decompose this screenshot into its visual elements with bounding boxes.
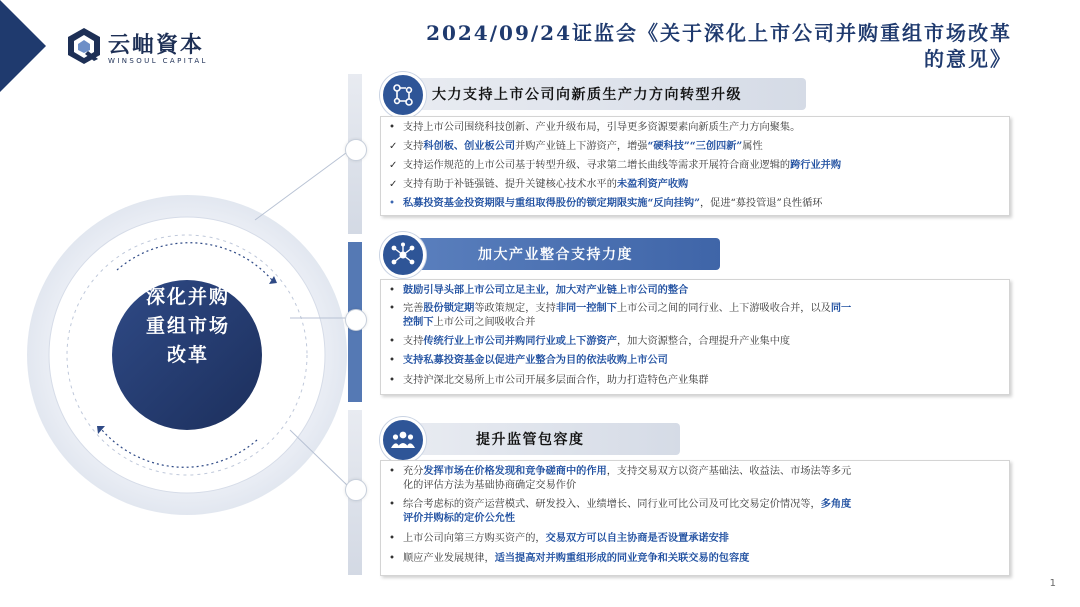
- section-2-item: [389, 374, 709, 387]
- body-text: ，支持交易双方以资产基础法、收益法、市场法等多元: [606, 466, 852, 477]
- highlight-text: 非同一控制下: [555, 302, 617, 314]
- body-text: 化的评估方法为基础协商确定交易作价: [403, 480, 577, 491]
- timeline-node-1: [345, 139, 367, 161]
- body-text: 支持上市公司围绕科技创新、产业升级布局，引导更多资源要素向新质生产力方向聚集。: [403, 122, 801, 133]
- bullet-icon: •: [389, 355, 396, 366]
- body-text: 综合考虑标的资产运营模式、研发投入、业绩增长、同行业可比公司及可比交易定价情况等，: [403, 499, 821, 510]
- body-text: 并购产业链上下游资产，增强: [515, 141, 648, 152]
- body-text: 上市公司向第三方购买资产的，: [403, 533, 546, 544]
- section-2-item: [389, 335, 790, 348]
- highlight-text: 同一: [830, 302, 852, 314]
- network-icon: [380, 232, 426, 278]
- body-text: 上市公司之间的同行业、上下游吸收合并，以及: [616, 303, 831, 314]
- highlight-text: 评价并购标的定价公允性: [403, 512, 516, 524]
- body-text: 上市公司之间吸收合并: [433, 317, 536, 328]
- body-text: 支持: [403, 141, 424, 152]
- users-icon: [380, 417, 426, 463]
- bullet-icon: •: [389, 553, 396, 564]
- logo-subtitle: WINSOUL CAPITAL: [108, 57, 208, 65]
- section-2-content: [380, 279, 1010, 395]
- check-icon: ✓: [389, 160, 398, 171]
- section-3-item: [389, 498, 851, 511]
- highlight-text: 鼓励引导头部上市公司立足主业，加大对产业链上市公司的整合: [403, 284, 689, 296]
- check-icon: ✓: [389, 179, 398, 190]
- section-3-item: [389, 465, 851, 478]
- highlight-text: 适当提高对并购重组形成的同业竞争和关联交易的包容度: [494, 552, 750, 564]
- bullet-icon: •: [389, 285, 396, 296]
- section-2-item: [389, 284, 688, 297]
- highlight-text: 私募投资基金投资期限与重组取得股份的锁定期限实施“反向挂钩”: [403, 197, 700, 209]
- highlight-text: 控制下: [403, 316, 434, 328]
- highlight-text: 未盈利资产收购: [616, 178, 689, 190]
- section-3-heading: 提升监管包容度: [476, 432, 585, 448]
- center-title-line-1: 深化并购: [145, 286, 230, 308]
- center-title-line-2: 重组市场: [145, 315, 230, 337]
- timeline-node-2: [345, 309, 367, 331]
- section-1-heading: 大力支持上市公司向新质生产力方向转型升级: [432, 87, 742, 103]
- section-1-header: [398, 78, 806, 110]
- bullet-icon: •: [389, 499, 396, 510]
- center-title-line-3: 改革: [166, 344, 209, 366]
- highlight-text: 发挥市场在价格发现和竞争磋商中的作用: [423, 465, 607, 477]
- section-2-item: [389, 354, 668, 367]
- section-3-item: [389, 532, 729, 545]
- body-text: 等政策规定，支持: [474, 303, 556, 314]
- body-text: 充分: [403, 466, 424, 477]
- bullet-icon: •: [389, 122, 396, 133]
- highlight-text: 多角度: [820, 498, 852, 510]
- highlight-text: 科创板、创业板公司: [423, 140, 516, 152]
- timeline-node-3: [345, 479, 367, 501]
- highlight-text: 股份锁定期: [423, 302, 475, 314]
- section-1-item: [389, 197, 822, 210]
- section-1-item: [389, 178, 688, 191]
- section-1-item: [389, 140, 763, 153]
- highlight-text: 交易双方可以自主协商是否设置承诺安排: [545, 532, 729, 544]
- highlight-text: 跨行业并购: [790, 159, 842, 171]
- section-1-item: [389, 121, 800, 134]
- body-text: 支持有助于补链强链、提升关键核心技术水平的: [403, 179, 617, 190]
- body-text: 顺应产业发展规律，: [403, 553, 495, 564]
- section-2-heading: 加大产业整合支持力度: [478, 247, 633, 263]
- page-title-line-2: 的意见》: [924, 47, 1012, 71]
- section-3-item: [389, 552, 749, 565]
- share-nodes-icon: [380, 72, 426, 118]
- body-text: ，加大资源整合，合理提升产业集中度: [616, 336, 791, 347]
- highlight-text: 传统行业上市公司并购同行业或上下游资产: [423, 335, 617, 347]
- bullet-icon: •: [389, 533, 396, 544]
- body-text: 支持沪深北交易所上市公司开展多层面合作，助力打造特色产业集群: [403, 375, 709, 386]
- section-2-item: [389, 302, 851, 315]
- section-1-content: [380, 116, 1010, 216]
- body-text: 完善: [403, 303, 424, 314]
- body-text: 属性: [742, 141, 763, 152]
- body-text: ，促进“募投管退”良性循环: [699, 198, 823, 209]
- section-3-item: [389, 512, 515, 525]
- section-2-header: [398, 238, 720, 270]
- page-number: 1: [1049, 578, 1056, 589]
- section-1-item: [389, 159, 841, 172]
- bullet-icon: •: [389, 466, 396, 477]
- section-3-content: [380, 460, 1010, 576]
- bullet-icon: •: [389, 198, 396, 209]
- bullet-icon: •: [389, 375, 396, 386]
- section-3-header: [398, 423, 680, 455]
- bullet-icon: •: [389, 336, 396, 347]
- highlight-text: 支持私募投资基金以促进产业整合为目的依法收购上市公司: [403, 354, 668, 366]
- bullet-icon: •: [389, 303, 396, 314]
- highlight-text: “硬科技”“三创四新”: [647, 140, 743, 152]
- body-text: 支持: [403, 336, 424, 347]
- logo-name: 云岫資本: [108, 32, 205, 58]
- section-3-item: [389, 479, 576, 492]
- page-title-line-1: 2024/09/24证监会《关于深化上市公司并购重组市场改革: [426, 21, 1012, 45]
- body-text: 支持运作规范的上市公司基于转型升级、寻求第二增长曲线等需求开展符合商业逻辑的: [403, 160, 791, 171]
- section-2-item: [389, 316, 535, 329]
- check-icon: ✓: [389, 141, 398, 152]
